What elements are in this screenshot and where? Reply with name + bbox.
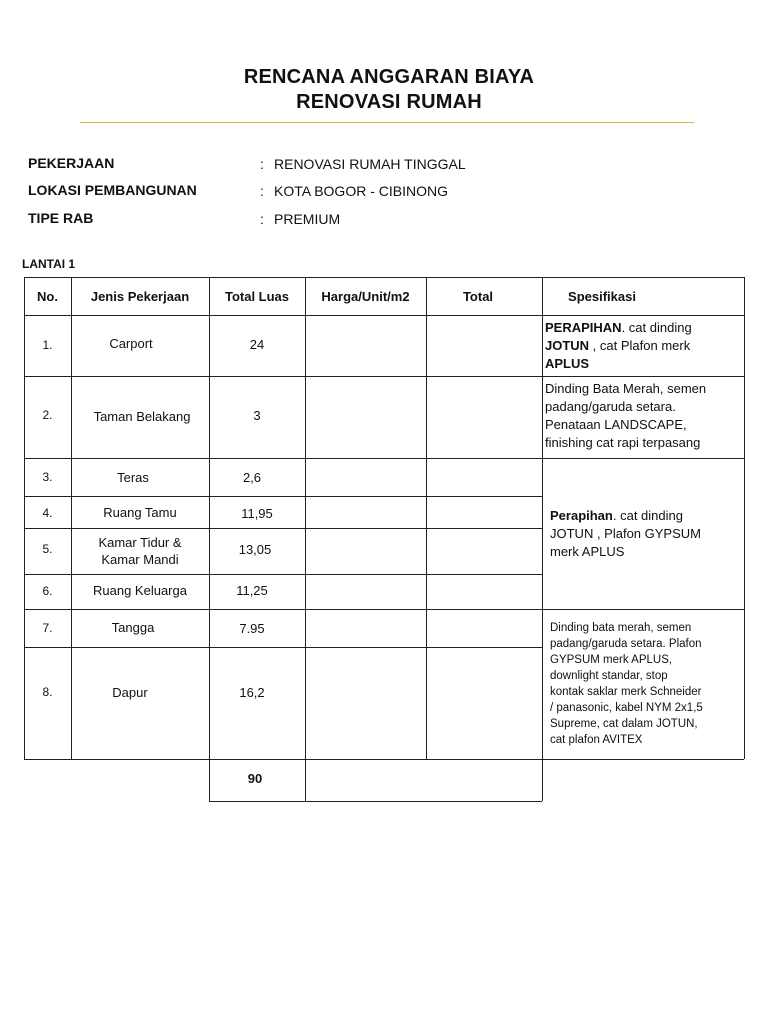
- colon-tipe-rab: :: [260, 211, 264, 227]
- row7-luas: 7.95: [239, 620, 265, 636]
- header-harga-unit: Harga/Unit/m2: [321, 288, 410, 304]
- spec-taman-belakang: [545, 380, 741, 452]
- spec4-line6: / panasonic, kabel NYM 2x1,5: [550, 702, 703, 714]
- document-title-line1: RENCANA ANGGARAN BIAYA: [243, 66, 535, 88]
- total-luas-value: 90: [247, 770, 263, 786]
- row5-jenis-line1: Kamar Tidur &: [98, 535, 182, 550]
- row4-luas: 11,95: [241, 505, 273, 521]
- spec-carport: [545, 319, 741, 373]
- spec3-line2: JOTUN , Plafon GYPSUM: [550, 526, 701, 541]
- spec4-line4: downlight standar, stop: [550, 670, 668, 682]
- spec3-text1: . cat dinding: [612, 508, 683, 523]
- row1-no: 1.: [42, 338, 53, 352]
- row3-jenis: Teras: [117, 469, 149, 485]
- row8-no: 8.: [42, 684, 53, 699]
- row3-no: 3.: [42, 469, 53, 484]
- header-jenis-pekerjaan: Jenis Pekerjaan: [90, 288, 190, 304]
- spec4-line7: Supreme, cat dalam JOTUN,: [550, 718, 698, 730]
- spec2-line1: Dinding Bata Merah, semen: [545, 381, 707, 396]
- spec2-line2: padang/garuda setara.: [545, 399, 676, 414]
- row7-jenis: Tangga: [111, 619, 155, 635]
- spec4-line1: Dinding bata merah, semen: [550, 622, 692, 634]
- document-title-line2: RENOVASI RUMAH: [296, 91, 482, 113]
- spec1-bold3: APLUS: [545, 356, 590, 371]
- spec1-text2: , cat Plafon merk: [589, 338, 691, 353]
- spec4-line2: padang/garuda setara. Plafon: [550, 638, 702, 650]
- spec1-text1: . cat dinding: [621, 320, 692, 335]
- row5-jenis-line2: Kamar Mandi: [101, 552, 179, 567]
- row5-luas: 13,05: [238, 541, 272, 557]
- row8-jenis: Dapur: [112, 684, 148, 700]
- label-lokasi: LOKASI PEMBANGUNAN: [28, 182, 197, 198]
- colon-pekerjaan: :: [260, 156, 264, 172]
- spec4-line3: GYPSUM merk APLUS,: [550, 654, 673, 666]
- row5-no: 5.: [42, 541, 53, 556]
- row6-no: 6.: [42, 584, 53, 598]
- row4-jenis: Ruang Tamu: [103, 504, 177, 520]
- spec2-line4: finishing cat rapi terpasang: [545, 435, 701, 450]
- row8-luas: 16,2: [239, 684, 265, 700]
- row1-jenis: Carport: [109, 335, 153, 351]
- row6-jenis: Ruang Keluarga: [93, 583, 187, 598]
- row7-no: 7.: [42, 620, 53, 635]
- spec1-bold2: JOTUN: [545, 338, 590, 353]
- colon-lokasi: :: [260, 183, 264, 199]
- header-total: Total: [462, 288, 494, 304]
- spec4-line5: kontak saklar merk Schneider: [550, 686, 702, 698]
- spec-interior: [550, 507, 740, 561]
- row2-no: 2.: [42, 407, 53, 422]
- spec3-line3: merk APLUS: [550, 544, 625, 559]
- row6-luas: 11,25: [236, 583, 268, 598]
- header-spesifikasi: Spesifikasi: [568, 288, 636, 304]
- row2-luas: 3: [253, 407, 261, 423]
- spec-tangga-dapur: [550, 620, 742, 748]
- label-pekerjaan: PEKERJAAN: [28, 155, 115, 171]
- value-tipe-rab: PREMIUM: [274, 211, 341, 227]
- value-pekerjaan: RENOVASI RUMAH TINGGAL: [274, 156, 466, 172]
- header-total-luas: Total Luas: [224, 288, 290, 304]
- label-tipe-rab: TIPE RAB: [28, 210, 94, 226]
- row1-luas: 24: [249, 336, 265, 352]
- spec1-bold1: PERAPIHAN: [545, 320, 622, 335]
- title-divider: [80, 122, 694, 123]
- header-no: No.: [37, 288, 58, 304]
- row3-luas: 2,6: [242, 469, 262, 485]
- spec3-bold1: Perapihan: [550, 508, 613, 523]
- section-label: LANTAI 1: [22, 257, 76, 271]
- row2-jenis: Taman Belakang: [93, 408, 191, 424]
- row4-no: 4.: [42, 505, 53, 520]
- spec2-line3: Penataan LANDSCAPE,: [545, 417, 687, 432]
- row5-jenis: [71, 528, 209, 574]
- value-lokasi: KOTA BOGOR - CIBINONG: [274, 183, 448, 199]
- spec4-line8: cat plafon AVITEX: [550, 734, 643, 746]
